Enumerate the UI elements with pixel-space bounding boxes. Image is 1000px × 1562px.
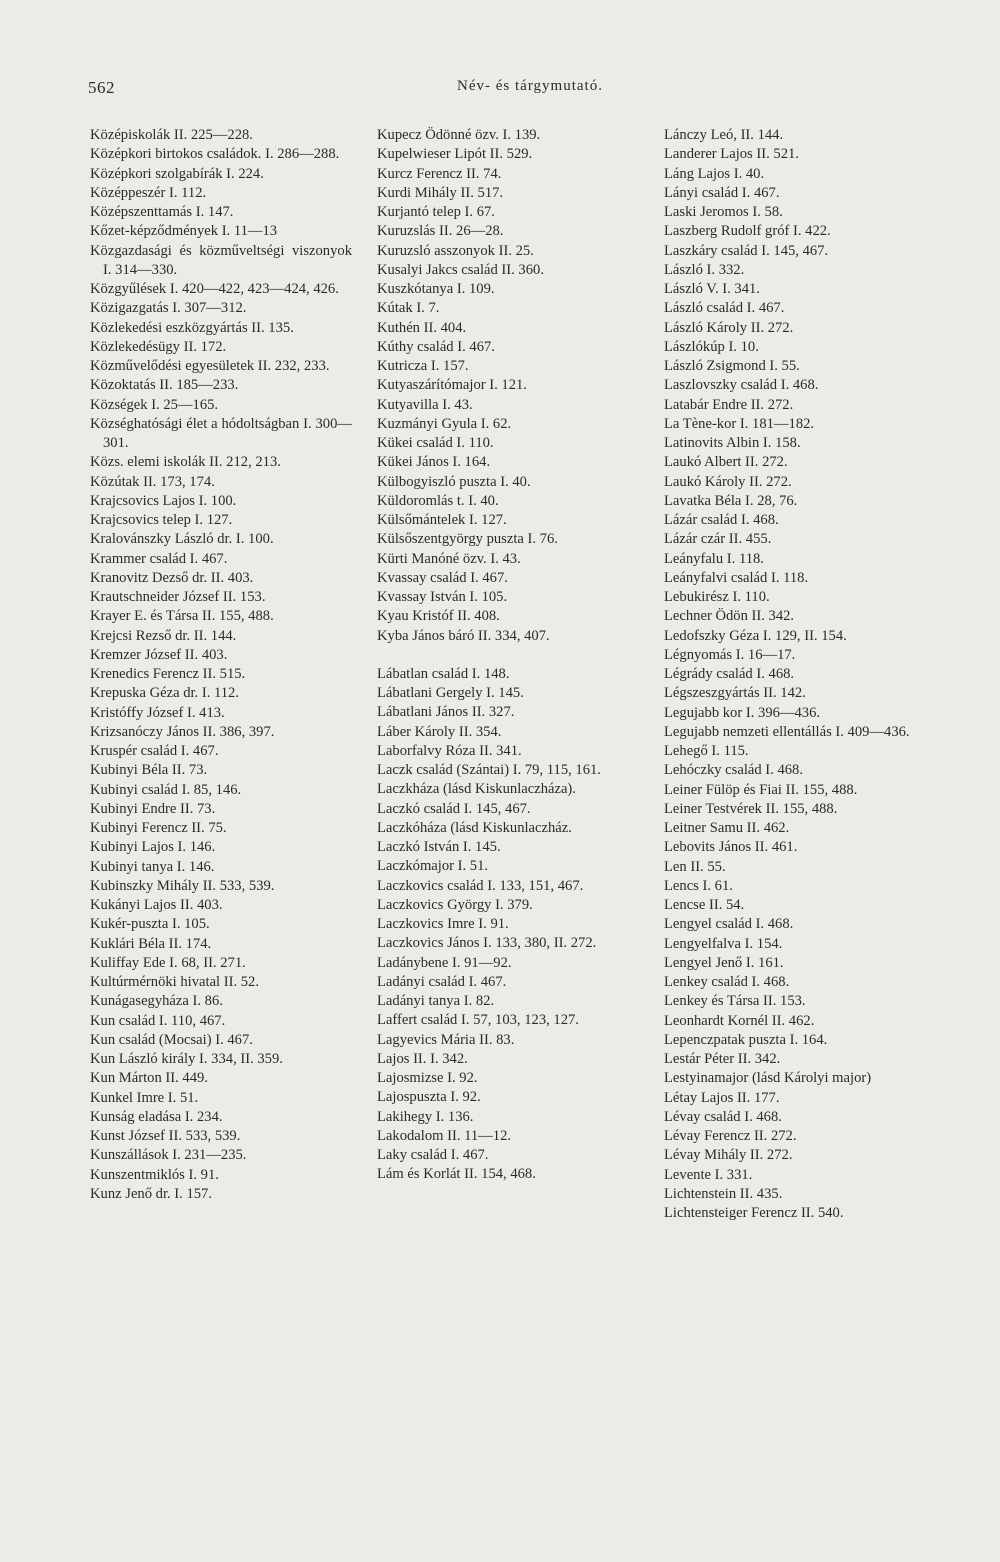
index-entry: Kubinyi Béla II. 73. — [90, 762, 208, 779]
index-entry: Laczk család (Szántai) I. 79, 115, 161. — [377, 762, 601, 778]
index-entry: Kuszkótanya I. 109. — [377, 281, 495, 297]
index-entry: Községek I. 25—165. — [90, 396, 219, 413]
index-entry: Lázár család I. 468. — [664, 512, 779, 528]
index-entry: Lányi család I. 467. — [664, 184, 780, 201]
index-entry: Lengyelfalva I. 154. — [664, 935, 783, 952]
index-entry: Leiner Testvérek II. 155, 488. — [664, 800, 838, 817]
index-entry: Lajosmizse I. 92. — [377, 1070, 478, 1086]
index-entry: Latabár Endre II. 272. — [664, 396, 794, 413]
index-entry: Krautschneider József II. 153. — [90, 589, 266, 605]
index-entry: Lengyel Jenő I. 161. — [664, 954, 784, 971]
index-entry: Lévay család I. 468. — [664, 1108, 782, 1125]
index-entry: Légrády család I. 468. — [664, 666, 795, 682]
index-entry: Kultúrmérnöki hivatal II. 52. — [90, 974, 260, 990]
index-entry: Kunst József II. 533, 539. — [90, 1128, 241, 1144]
index-entry: Laski Jeromos I. 58. — [664, 204, 783, 220]
index-entry: Kúthy család I. 467. — [377, 338, 495, 355]
index-entry: Lábatlan család I. 148. — [377, 665, 510, 682]
index-column-1 — [90, 126, 352, 1204]
index-entry: Laczkovics György I. 379. — [377, 896, 533, 913]
index-entry: Lichtensteiger Ferencz II. 540. — [664, 1205, 844, 1221]
index-entry: Ladányi család I. 467. — [377, 973, 507, 990]
index-entry: Légszeszgyártás II. 142. — [664, 685, 806, 702]
index-entry: László Károly II. 272. — [664, 319, 794, 336]
index-entry: Kuzmányi Gyula I. 62. — [377, 415, 512, 432]
index-entry: László Zsigmond I. 55. — [664, 358, 800, 374]
index-entry: Leányfalu I. 118. — [664, 550, 764, 567]
index-entry: Lábatlani János II. 327. — [377, 704, 515, 721]
index-entry: Kuthén II. 404. — [377, 319, 467, 336]
index-entry: Lencs I. 61. — [664, 877, 733, 894]
index-entry: Ladányi tanya I. 82. — [377, 993, 495, 1009]
index-entry: Lagyevics Mária II. 83. — [377, 1031, 515, 1048]
index-entry: Kun László király I. 334, II. 359. — [90, 1051, 283, 1067]
index-entry: Leányfalvi család I. 118. — [664, 569, 809, 586]
index-entry: Krammer család I. 467. — [90, 550, 228, 567]
page-header-title: Név- és tárgymutató. — [457, 78, 603, 94]
index-entry: Középkori szolgabírák I. 224. — [90, 165, 264, 182]
index-entry: Lévay Ferencz II. 272. — [664, 1128, 797, 1144]
index-entry: Kubinyi Endre II. 73. — [90, 800, 216, 817]
index-entry: Lestár Péter II. 342. — [664, 1051, 781, 1067]
index-entry: Láber Károly II. 354. — [377, 723, 502, 740]
index-entry: László I. 332. — [664, 261, 745, 278]
index-entry: Lechner Ödön II. 342. — [664, 608, 795, 625]
index-entry: Kuruzsló asszonyok II. 25. — [377, 242, 534, 259]
index-entry: Ladánybene I. 91—92. — [377, 954, 512, 971]
index-entry: Kuruzslás II. 26—28. — [377, 223, 504, 240]
index-entry: Krepuska Géza dr. I. 112. — [90, 685, 239, 702]
index-entry: Krajcsovics Lajos I. 100. — [90, 492, 237, 509]
index-entry: Kunz Jenő dr. I. 157. — [90, 1185, 213, 1202]
index-entry: Lestyinamajor (lásd Károlyi major) — [664, 1070, 872, 1087]
index-entry: Kristóffy József I. 413. — [90, 704, 225, 721]
index-entry: Kupelwieser Lipót II. 529. — [377, 146, 533, 163]
index-entry: Kranovitz Dezső dr. II. 403. — [90, 569, 254, 586]
index-entry: Kremzer József II. 403. — [90, 646, 228, 663]
index-entry: Lencse II. 54. — [664, 897, 745, 913]
index-entry: Kunszállások I. 231—235. — [90, 1147, 247, 1164]
index-entry: Lajos II. I. 342. — [377, 1050, 468, 1067]
index-entry: Lábatlani Gergely I. 145. — [377, 685, 524, 701]
index-entry: Lebukirész I. 110. — [664, 589, 770, 605]
index-entry: Kruspér család I. 467. — [90, 743, 219, 759]
index-entry: Kunkel Imre I. 51. — [90, 1089, 199, 1106]
index-entry: Laczkovics János I. 133, 380, II. 272. — [377, 935, 597, 952]
index-entry: Kusalyi Jakcs család II. 360. — [377, 261, 544, 278]
index-entry: Kvassay család I. 467. — [377, 569, 508, 586]
index-entry: Lehóczky család I. 468. — [664, 762, 803, 779]
index-entry: Középkori birtokos családok. I. 286—288. — [90, 146, 340, 163]
index-entry: Lebovits János II. 461. — [664, 839, 798, 856]
index-entry: Közoktatás II. 185—233. — [90, 377, 239, 394]
index-entry: Laczkóháza (lásd Kiskunlaczház. — [377, 819, 572, 836]
index-entry: Kuklári Béla II. 174. — [90, 935, 212, 952]
index-entry: László V. I. 341. — [664, 281, 760, 297]
index-entry: Kubinyi Lajos I. 146. — [90, 839, 216, 856]
index-entry: Lászlókúp I. 10. — [664, 338, 759, 355]
section-gap — [377, 646, 637, 665]
index-entry: Kunság eladása I. 234. — [90, 1108, 223, 1125]
index-entry: Lajospuszta I. 92. — [377, 1089, 481, 1106]
index-column-2 — [377, 126, 637, 1185]
index-entry: Kútak I. 7. — [377, 300, 440, 317]
index-entry: Kutyavilla I. 43. — [377, 396, 473, 413]
index-entry: Lázár czár II. 455. — [664, 531, 772, 548]
index-entry: Külsőmántelek I. 127. — [377, 512, 507, 528]
index-entry: Létay Lajos II. 177. — [664, 1089, 780, 1106]
index-entry: Laszkáry család I. 145, 467. — [664, 242, 829, 259]
index-entry: Laky család I. 467. — [377, 1147, 489, 1163]
index-entry: Latinovits Albin I. 158. — [664, 435, 801, 451]
index-entry: Legujabb nemzeti ellentállás I. 409—436. — [664, 723, 910, 740]
index-entry: Laszberg Rudolf gróf I. 422. — [664, 223, 831, 240]
index-entry: Kutyaszárítómajor I. 121. — [377, 377, 527, 394]
index-entry: Kukér-puszta I. 105. — [90, 916, 210, 933]
index-entry: Külsőszentgyörgy puszta I. 76. — [377, 531, 558, 548]
index-entry: Kubinszky Mihály II. 533, 539. — [90, 877, 275, 894]
index-entry: Landerer Lajos II. 521. — [664, 146, 799, 163]
index-entry: Kutricza I. 157. — [377, 358, 469, 374]
index-entry: Lakihegy I. 136. — [377, 1108, 474, 1125]
index-entry: Kuliffay Ede I. 68, II. 271. — [90, 954, 246, 971]
index-entry: Laukó Károly II. 272. — [664, 473, 792, 490]
index-entry: Kvassay István I. 105. — [377, 589, 508, 605]
index-entry: Laczkháza (lásd Kiskunlaczháza). — [377, 781, 576, 798]
index-entry: Kubinyi tanya I. 146. — [90, 858, 215, 875]
index-entry: La Tène-kor I. 181—182. — [664, 415, 815, 432]
index-entry: Krizsanóczy János II. 386, 397. — [90, 723, 275, 740]
index-entry: Lenkey család I. 468. — [664, 974, 790, 990]
index-entry: Kubinyi család I. 85, 146. — [90, 781, 242, 798]
index-entry: Kubinyi Ferencz II. 75. — [90, 820, 227, 836]
page-number: 562 — [88, 78, 115, 97]
index-entry: Lánczy Leó, II. 144. — [664, 127, 784, 143]
index-entry: Kőzet-képződmények I. 11—13 — [90, 223, 278, 240]
index-entry: Krenedics Ferencz II. 515. — [90, 666, 246, 682]
index-entry: Küldoromlás t. I. 40. — [377, 492, 499, 509]
index-entry: Lichtenstein II. 435. — [664, 1185, 783, 1202]
index-entry: Lévay Mihály II. 272. — [664, 1147, 793, 1164]
index-entry: Kürti Manóné özv. I. 43. — [377, 550, 521, 567]
index-entry: Laczkómajor I. 51. — [377, 858, 489, 875]
index-entry: Levente I. 331. — [664, 1166, 753, 1183]
index-entry: Kurcz Ferencz II. 74. — [377, 165, 502, 182]
index-entry: Krejcsi Rezső dr. II. 144. — [90, 627, 237, 644]
index-entry: László család I. 467. — [664, 300, 785, 317]
index-entry: Lám és Korlát II. 154, 468. — [377, 1166, 536, 1183]
index-entry: Kun család I. 110, 467. — [90, 1012, 226, 1029]
index-entry: Kun Márton II. 449. — [90, 1070, 208, 1087]
index-entry: Kyau Kristóf II. 408. — [377, 608, 500, 625]
index-entry: Közlekedési eszközgyártás II. 135. — [90, 319, 294, 336]
index-entry: Lehegő I. 115. — [664, 743, 749, 759]
index-entry: Kukányi Lajos II. 403. — [90, 897, 223, 913]
index-entry: Laukó Albert II. 272. — [664, 454, 788, 471]
index-entry: Lenkey és Társa II. 153. — [664, 993, 806, 1010]
index-entry: Kunágasegyháza I. 86. — [90, 993, 223, 1010]
index-entry: Közgazdasági és közműveltségi viszonyok I. 314—330. — [90, 242, 352, 278]
index-entry: Krajcsovics telep I. 127. — [90, 512, 233, 528]
index-entry: Lavatka Béla I. 28, 76. — [664, 492, 798, 509]
index-entry: Középpeszér I. 112. — [90, 184, 207, 201]
index-entry: Közs. elemi iskolák II. 212, 213. — [90, 454, 281, 471]
index-entry: Légnyomás I. 16—17. — [664, 646, 796, 663]
index-entry: Közútak II. 173, 174. — [90, 473, 215, 490]
index-entry: Len II. 55. — [664, 858, 726, 875]
index-entry: Kurjantó telep I. 67. — [377, 204, 495, 220]
index-entry: Kyba János báró II. 334, 407. — [377, 627, 550, 644]
index-entry: Laczkovics Imre I. 91. — [377, 916, 509, 932]
index-entry: Leonhardt Kornél II. 462. — [664, 1012, 815, 1029]
index-entry: Kükei család I. 110. — [377, 435, 494, 451]
index-entry: Közgyűlések I. 420—422, 423—424, 426. — [90, 281, 339, 297]
index-entry: Krayer E. és Társa II. 155, 488. — [90, 608, 274, 625]
index-entry: Kupecz Ödönné özv. I. 139. — [377, 127, 541, 143]
index-entry: Községhatósági élet a hódoltságban I. 300—301. — [90, 415, 352, 451]
index-entry: Laczkó család I. 145, 467. — [377, 800, 531, 817]
index-entry: Külbogyiszló puszta I. 40. — [377, 473, 531, 490]
index-entry: Leiner Fülöp és Fiai II. 155, 488. — [664, 781, 858, 798]
index-entry: Közlekedésügy II. 172. — [90, 338, 227, 355]
index-entry: Közművelődési egyesületek II. 232, 233. — [90, 358, 330, 374]
index-entry: Középiskolák II. 225—228. — [90, 127, 253, 143]
index-entry: Kunszentmiklós I. 91. — [90, 1166, 219, 1183]
index-entry: Kurdi Mihály II. 517. — [377, 184, 504, 201]
index-entry: Kükei János I. 164. — [377, 454, 491, 471]
index-entry: Laborfalvy Róza II. 341. — [377, 742, 522, 759]
index-entry: Legujabb kor I. 396—436. — [664, 704, 821, 721]
index-entry: Ledofszky Géza I. 129, II. 154. — [664, 627, 847, 644]
index-entry: Laczkó István I. 145. — [377, 839, 501, 855]
index-entry: Kralovánszky László dr. I. 100. — [90, 531, 274, 548]
index-entry: Kun család (Mocsai) I. 467. — [90, 1031, 253, 1048]
index-entry: Lepenczpatak puszta I. 164. — [664, 1031, 828, 1048]
index-entry: Lengyel család I. 468. — [664, 916, 794, 933]
index-entry: Közigazgatás I. 307—312. — [90, 300, 247, 317]
index-entry: Laczkovics család I. 133, 151, 467. — [377, 877, 584, 894]
index-entry: Lakodalom II. 11—12. — [377, 1127, 512, 1144]
index-entry: Laszlovszky család I. 468. — [664, 377, 819, 394]
index-entry: Középszenttamás I. 147. — [90, 204, 234, 220]
index-entry: Laffert család I. 57, 103, 123, 127. — [377, 1012, 579, 1029]
index-entry: Láng Lajos I. 40. — [664, 165, 765, 182]
index-column-3 — [664, 126, 932, 1223]
index-entry: Leitner Samu II. 462. — [664, 820, 790, 836]
